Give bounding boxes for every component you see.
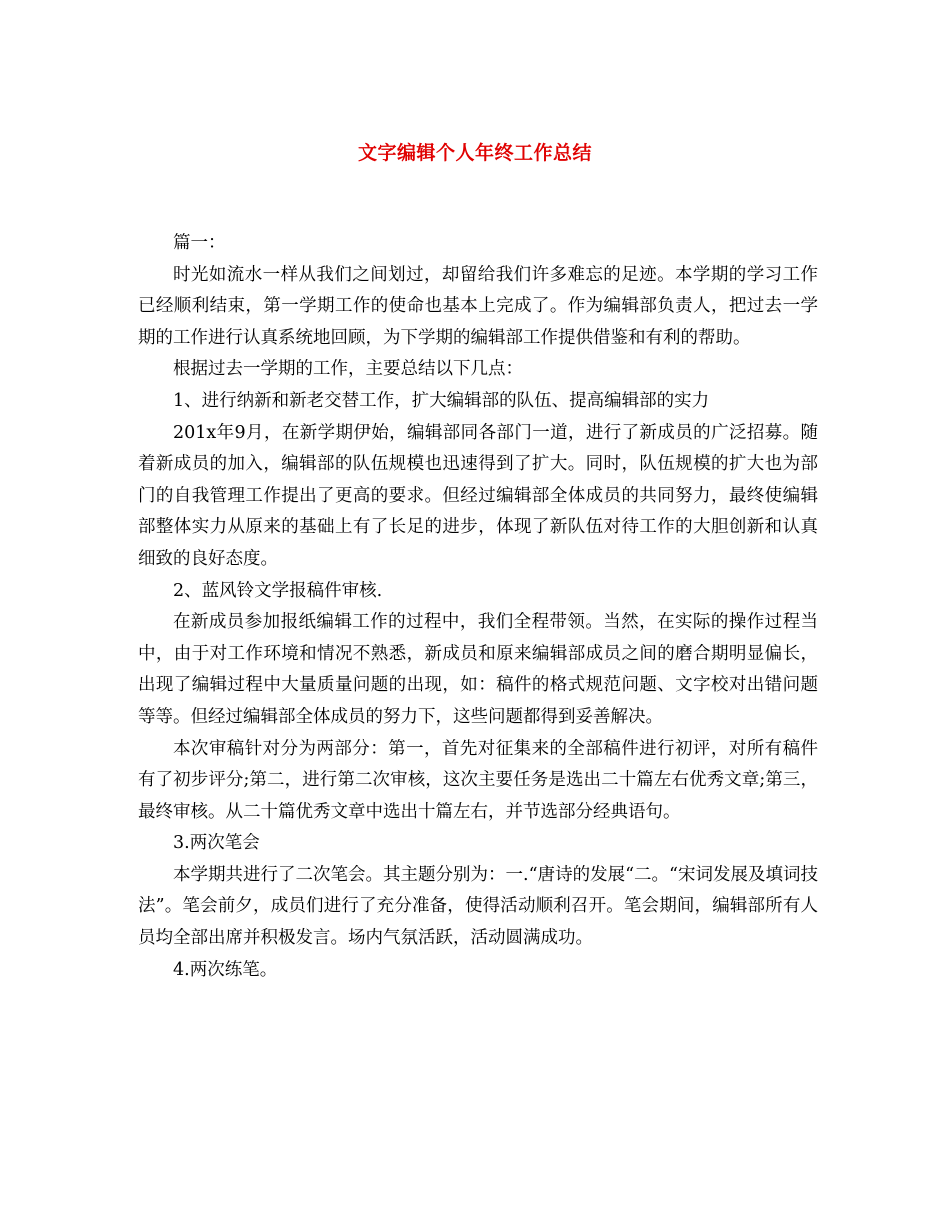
document-title: 文字编辑个人年终工作总结 <box>357 142 592 164</box>
paragraph-summary-lead: 根据过去一学期的工作，主要总结以下几点： <box>173 359 523 380</box>
heading-item-4: 4.两次练笔。 <box>173 959 278 980</box>
heading-item-3: 3.两次笔会 <box>173 833 260 854</box>
document-body <box>138 228 818 986</box>
paragraph-item-2a: 在新成员参加报纸编辑工作的过程中，我们全程带领。当然，在实际的操作过程当中，由于对工作环境和情况不熟悉，新成员和原来编辑部成员之间的磨合期明显偏长，出现了编辑过程中大量质量问题的出现，如：稿件的格式规范问题、文字校对出错问题等等。但经过编辑部全体成员的努力下，这些问题都得到妥善解决。 <box>138 612 818 727</box>
paragraph-intro: 时光如流水一样从我们之间划过，却留给我们许多难忘的足迹。本学期的学习工作已经顺利结束，第一学期工作的使命也基本上完成了。作为编辑部负责人，把过去一学期的工作进行认真系统地回顾，为下学期的编辑部工作提供借鉴和有利的帮助。 <box>138 264 818 348</box>
heading-item-2: 2、蓝风铃文学报稿件审核. <box>173 580 383 601</box>
paragraph-item-2b: 本次审稿针对分为两部分：第一，首先对征集来的全部稿件进行初评，对所有稿件有了初步评分;第二，进行第二次审核，这次主要任务是选出二十篇左右优秀文章;第三，最终审核。从二十篇优秀文章中选出十篇左右，并节选部分经典语句。 <box>138 738 818 822</box>
paragraph-section-label: 篇一： <box>173 233 226 253</box>
paragraph-item-1: 201x年9月，在新学期伊始，编辑部同各部门一道，进行了新成员的广泛招募。随着新成员的加入，编辑部的队伍规模也迅速得到了扩大。同时，队伍规模的扩大也为部门的自我管理工作提出了更高的要求。但经过编辑部全体成员的共同努力，最终使编辑部整体实力从原来的基础上有了长足的进步，体现了新队伍对待工作的大胆创新和认真细致的良好态度。 <box>138 422 818 569</box>
paragraph-item-3: 本学期共进行了二次笔会。其主题分别为：一.“唐诗的发展“二。“宋词发展及填词技法”。笔会前夕，成员们进行了充分准备，使得活动顺利召开。笔会期间，编辑部所有人员均全部出席并积极发言。场内气氛活跃，活动圆满成功。 <box>138 864 818 949</box>
heading-item-1: 1、进行纳新和新老交替工作，扩大编辑部的队伍、提高编辑部的实力 <box>173 390 710 411</box>
